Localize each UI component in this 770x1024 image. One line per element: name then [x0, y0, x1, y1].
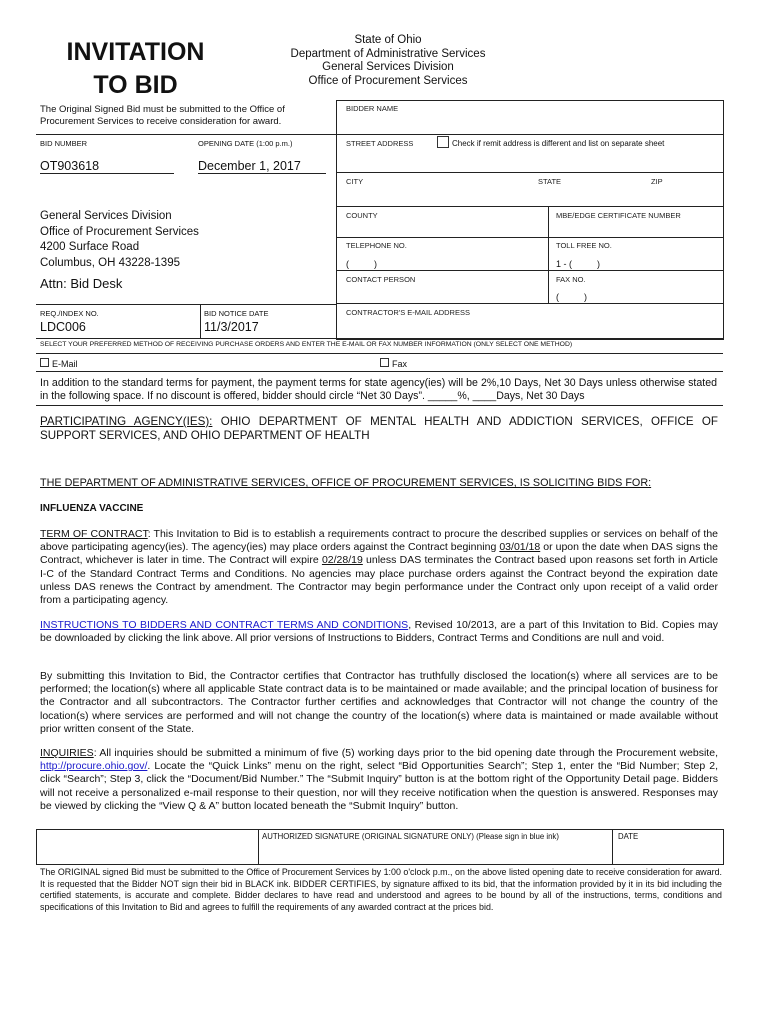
bid-notice-date-label: BID NOTICE DATE — [204, 309, 269, 318]
product-title: INFLUENZA VACCINE — [40, 503, 144, 514]
soliciting-statement: THE DEPARTMENT OF ADMINISTRATIVE SERVICES, OFFICE OF PROCUREMENT SERVICES, IS SOLICITING BIDS FOR: — [40, 477, 652, 489]
participating-label: PARTICIPATING AGENCY(IES): — [40, 415, 213, 428]
inquiries-label: INQUIRIES — [40, 747, 94, 759]
mbe-certificate-label: MBE/EDGE CERTIFICATE NUMBER — [556, 211, 681, 220]
email-option-label: E-Mail — [52, 359, 78, 369]
inquiries-text: : All inquiries should be submitted a minimum of five (5) working days prior to the bid opening date through the Procurement website, — [93, 747, 718, 759]
term-label: TERM OF CONTRACT — [40, 528, 148, 540]
fax-label: FAX NO. — [556, 275, 586, 284]
bid-number-label: BID NUMBER — [40, 139, 88, 148]
opening-date: December 1, 2017 — [198, 159, 326, 174]
req-index-label: REQ./INDEX NO. — [40, 309, 99, 318]
instructions-paragraph — [40, 619, 718, 645]
email-checkbox[interactable] — [40, 358, 49, 367]
toll-free-label: TOLL FREE NO. — [556, 241, 612, 250]
toll-free-value: 1 - ( ) — [556, 259, 601, 269]
footer-notice: The ORIGINAL signed Bid must be submitted to the Office of Procurement Services by 1:00 o'clock p.m., on the above listed opening date to receive consideration for award. It is requested that the Bidder NOT sign their bid in BLACK ink. BIDDER CERTIFIES, by signature affixed to its bid, that the information provided by it in its bid including the certified statements, is accurate and complete. Bidder declares to have read and understood and agrees to be bound by all of the instructions, terms, conditions and specifications of this Invitation to Bid and agrees to fulfill the requirements of any awarded contract at the prices bid. — [40, 867, 722, 912]
order-method-label: SELECT YOUR PREFERRED METHOD OF RECEIVING PURCHASE ORDERS AND ENTER THE E-MAIL OR FAX NUMBER INFORMATION (ONLY SELECT ONE METHOD) — [40, 341, 573, 348]
email-option[interactable] — [40, 358, 78, 369]
telephone-label: TELEPHONE NO. — [346, 241, 407, 250]
address-line: General Services Division — [40, 210, 172, 222]
agency-line: Department of Administrative Services — [290, 47, 486, 60]
agency-line: State of Ohio — [354, 34, 422, 46]
signature-date-field[interactable] — [614, 843, 720, 863]
address-line: 4200 Surface Road — [40, 241, 140, 253]
certification-paragraph: By submitting this Invitation to Bid, the Contractor certifies that Contractor has truthfully disclosed the location(s) where all services are to be performed; the location(s) where all applicable State contract data is to be maintained or made available; and the principal location of business for the Contractor and all subcontractors. The Contractor further certifies and acknowledges that Contractor will not change the country of the location(s) where services are performed and will not change the country of the location(s) where data is maintained or made available without prior written consent of the State. — [40, 670, 718, 735]
bid-notice-date: 11/3/2017 — [204, 320, 259, 334]
zip-label: ZIP — [651, 177, 663, 186]
title-line1: INVITATION — [66, 38, 205, 66]
title-line2: TO BID — [93, 71, 178, 99]
submission-notice: The Original Signed Bid must be submitted to the Office of Procurement Services to receive consideration for award. — [40, 104, 285, 127]
document-title — [38, 36, 233, 102]
street-address-label: STREET ADDRESS — [346, 139, 414, 148]
participating-text: OHIO DEPARTMENT OF MENTAL HEALTH AND ADDICTION SERVICES, OFFICE OF SUPPORT SERVICES, AND OHIO DEPARTMENT OF HEALTH — [40, 415, 718, 442]
agency-header — [270, 34, 506, 88]
remit-checkbox[interactable] — [437, 136, 449, 148]
opening-date-label: OPENING DATE (1:00 p.m.) — [198, 139, 293, 148]
agency-line: Office of Procurement Services — [308, 74, 468, 87]
address-line: Office of Procurement Services — [40, 225, 199, 238]
payment-terms: In addition to the standard terms for payment, the payment terms for state agency(ies) will be 2%,10 Days, Net 30 Days unless otherwise stated in the following space. If no discount is offered, bidder should circle “Net 30 Days”. _____%, ____Days, Net 30 Days — [40, 377, 717, 403]
remit-check-label: Check if remit address is different and list on separate sheet — [452, 139, 665, 148]
email-address-label: CONTRACTOR'S E-MAIL ADDRESS — [346, 308, 470, 317]
remit-address-check[interactable] — [437, 136, 664, 148]
term-text: : This Invitation to Bid is to establish a requirements contract to procure the described supplies or services on behalf of the above participating agency(ies). The agency(ies) may place orders against the Contract beginning — [40, 528, 719, 554]
telephone-value: ( ) — [346, 259, 377, 269]
fax-option[interactable] — [380, 358, 407, 369]
county-label: COUNTY — [346, 211, 378, 220]
contract-end-date: 02/28/19 — [321, 554, 363, 567]
attention-line: Attn: Bid Desk — [40, 276, 123, 291]
bid-number: OT903618 — [40, 159, 174, 174]
term-text: unless DAS terminates the Contract based upon reasons set forth in Article I-C of the Standard Contract Terms and Conditions. No agencies may place purchase orders against the Contract beyond the expiration date unless DAS renews the Contract by amendment. The Contractor may begin performance under the Contract only upon receipt of a valid order from a participating agency. — [40, 554, 718, 607]
contact-person-label: CONTACT PERSON — [346, 275, 416, 284]
procurement-website-link[interactable]: http://procure.ohio.gov/ — [40, 760, 148, 773]
fax-value: ( ) — [556, 292, 587, 302]
agency-line: General Services Division — [322, 61, 454, 73]
term-text: or upon the date when DAS signs the Contract, whichever is later in time. The Contract will expire — [40, 541, 718, 567]
address-line: Columbus, OH 43228-1395 — [40, 256, 180, 269]
signature-label: AUTHORIZED SIGNATURE (ORIGINAL SIGNATURE ONLY) (Please sign in blue ink) — [262, 832, 559, 841]
inquiries-text: . Locate the “Quick Links” menu on the right, select “Bid Opportunities Search”; Step 1, enter the “Bid Number; Step 2, click “Search”; Step 3, click the “Document/Bid Number.” The “Submit Inquiry” button is at the bottom right of the Opportunity Detail page. Bidders will not receive a personalized e-mail response to their question, nor will they receive notification when the question is answered. Responses may be viewed by clicking the “View Q & A” button located beneath the “Submit Inquiry” button. — [40, 760, 718, 812]
city-label: CITY — [346, 177, 364, 186]
contract-start-date: 03/01/18 — [499, 541, 541, 554]
inquiries-paragraph — [40, 747, 718, 813]
participating-agencies — [40, 415, 718, 443]
fax-option-label: Fax — [392, 359, 408, 369]
bidder-name-label: BIDDER NAME — [346, 104, 399, 113]
delivery-address — [40, 209, 199, 271]
req-index-value: LDC006 — [40, 320, 86, 334]
date-label: DATE — [618, 832, 639, 841]
state-label: STATE — [538, 177, 562, 186]
fax-checkbox[interactable] — [380, 358, 389, 367]
instructions-text: , Revised 10/2013, are a part of this Invitation to Bid. Copies may be downloaded by clicking the link above. All prior versions of Instructions to Bidders, Contract Terms and Conditions are null and void. — [40, 619, 718, 645]
term-of-contract — [40, 528, 718, 607]
signature-field[interactable] — [260, 843, 610, 863]
instructions-link[interactable]: INSTRUCTIONS TO BIDDERS AND CONTRACT TERMS AND CONDITIONS — [40, 619, 409, 631]
